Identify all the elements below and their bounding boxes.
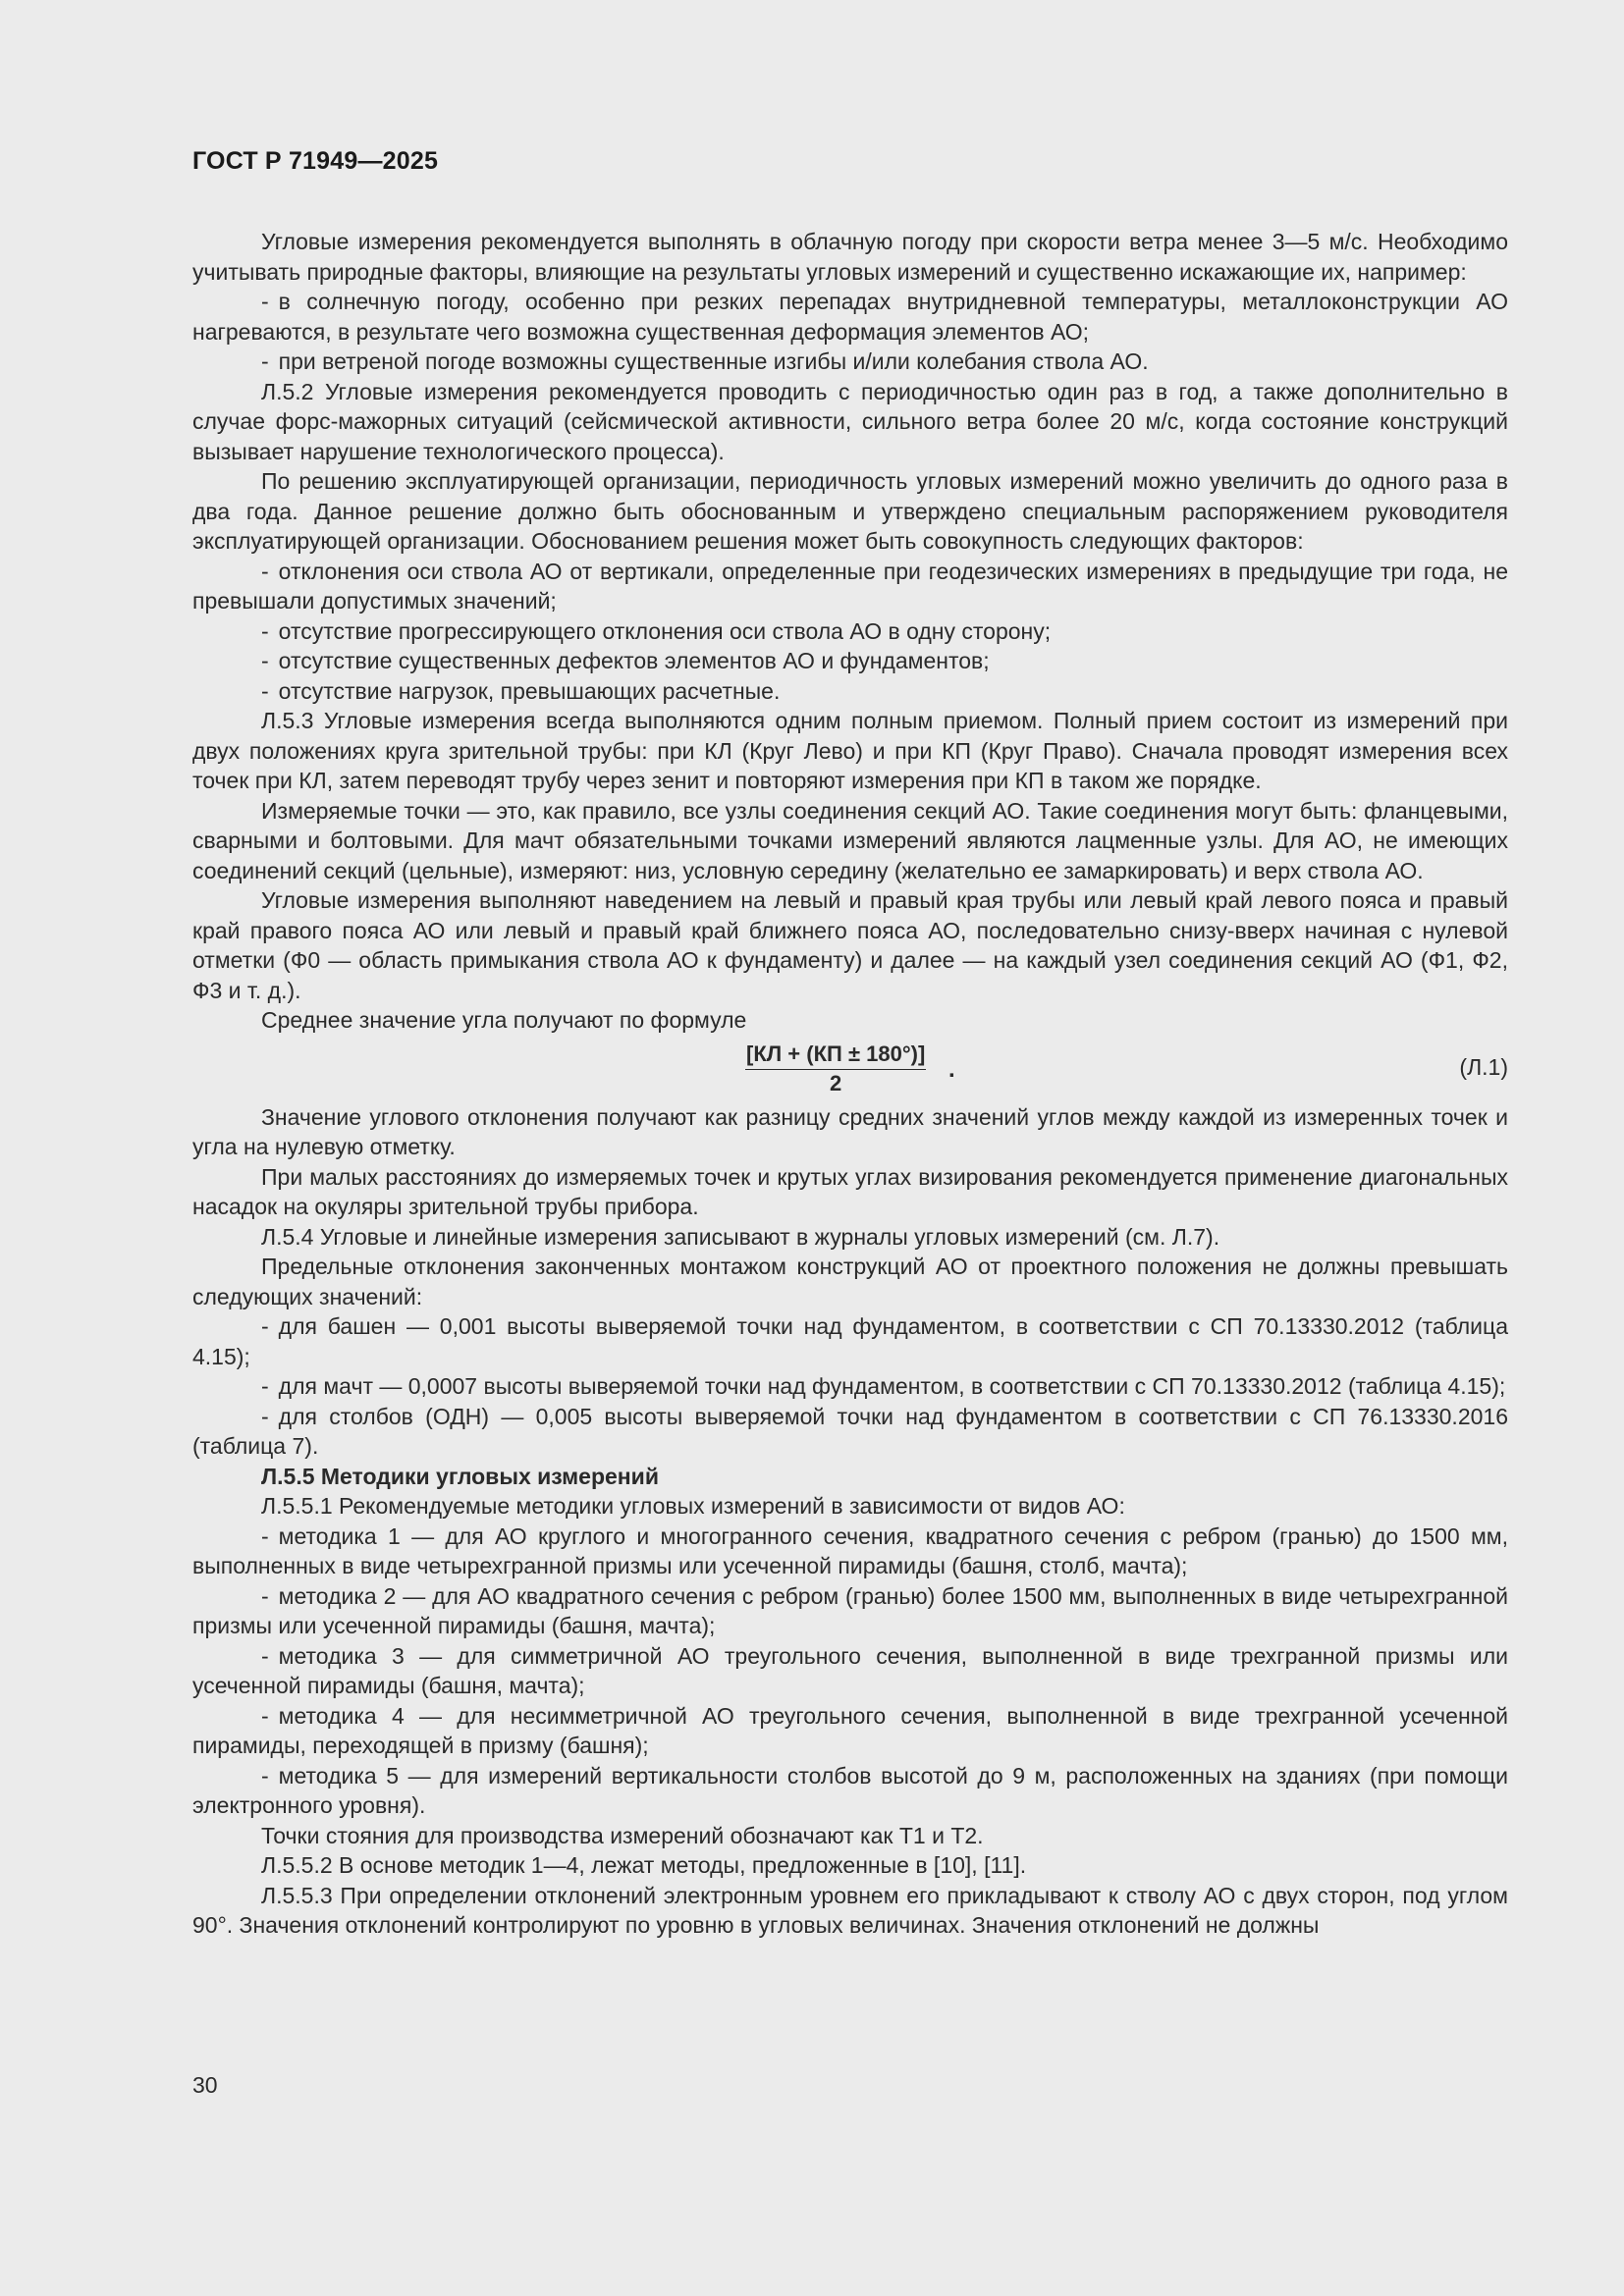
paragraph: Угловые измерения выполняют наведением на левый и правый края трубы или левый край левого пояса и правый край правого пояса АО или левый и правый край ближнего пояса АО, последовательно снизу-вверх начиная с нулевой отметки (Ф0 — область примыкания ствола АО к фундаменту) и далее — на каждый узел соединения секций АО (Ф1, Ф2, Ф3 и т. д.). — [192, 887, 1508, 1003]
paragraph: Значение углового отклонения получают как разницу средних значений углов между каждой из измеренных точек и угла на нулевую отметку. — [192, 1103, 1508, 1159]
formula-fraction — [745, 1041, 926, 1096]
formula-numerator: [КЛ + (КП ± 180°)] — [745, 1041, 926, 1070]
page-number: 30 — [192, 2072, 218, 2098]
paragraph: Измеряемые точки — это, как правило, все узлы соединения секций АО. Такие соединения могут быть: фланцевыми, сварными и болтовыми. Для мачт обязательными точками измерений являются лацменные узлы. Для АО, не имеющих соединений секций (цельные), измеряют: низ, условную середину (желательно ее замаркировать) и верх ствола АО. — [192, 797, 1508, 883]
list-item: - методика 5 — для измерений вертикальности столбов высотой до 9 м, расположенных на зданиях (при помощи электронного уровня). — [192, 1762, 1508, 1818]
list-item: - методика 4 — для несимметричной АО треугольного сечения, выполненной в виде трехгранной усеченной пирамиды, переходящей в призму (башня); — [192, 1702, 1508, 1758]
list-item: - отклонения оси ствола АО от вертикали, определенные при геодезических измерениях в предыдущие три года, не превышали допустимых значений; — [192, 558, 1508, 614]
paragraph: Л.5.5.3 При определении отклонений электронным уровнем его прикладывают к стволу АО с двух сторон, под углом 90°. Значения отклонений контролируют по уровню в угловых величинах. Значения отклонений не должны — [192, 1882, 1508, 1938]
paragraph: Л.5.5.1 Рекомендуемые методики угловых измерений в зависимости от видов АО: — [261, 1493, 1125, 1519]
paragraph: По решению эксплуатирующей организации, периодичность угловых измерений можно увеличить до одного раза в два года. Данное решение должно быть обоснованным и утверждено специальным распоряжением руководителя эксплуатирующей организации. Обоснованием решения может быть совокупность следующих факторов: — [192, 468, 1508, 554]
paragraph: Среднее значение угла получают по формуле — [261, 1007, 747, 1033]
list-item: - отсутствие прогрессирующего отклонения оси ствола АО в одну сторону; — [261, 617, 1052, 644]
section-heading: Л.5.5 Методики угловых измерений — [261, 1463, 659, 1489]
paragraph: Л.5.3 Угловые измерения всегда выполняются одним полным приемом. Полный прием состоит из измерений при двух положениях круга зрительной трубы: при КЛ (Круг Лево) и при КП (Круг Право). Сначала проводят измерения всех точек при КЛ, затем переводят трубу через зенит и повторяют измерения при КП в таком же порядке. — [192, 708, 1508, 793]
paragraph: Л.5.4 Угловые и линейные измерения записывают в журналы угловых измерений (см. Л.7). — [261, 1223, 1220, 1250]
list-item: - отсутствие существенных дефектов элементов АО и фундаментов; — [261, 648, 990, 673]
list-item: - в солнечную погоду, особенно при резких перепадах внутридневной температуры, металлоконструкции АО нагреваются, в результате чего возможна существенная деформация элементов АО; — [192, 289, 1508, 345]
formula-period: . — [948, 1055, 955, 1083]
formula-denominator: 2 — [830, 1070, 842, 1095]
paragraph: Точки стояния для производства измерений обозначают как Т1 и Т2. — [261, 1822, 984, 1848]
list-item: - при ветреной погоде возможны существенные изгибы и/или колебания ствола АО. — [261, 348, 1149, 374]
list-item: - методика 1 — для АО круглого и многогранного сечения, квадратного сечения с ребром (гранью) до 1500 мм, выполненных в виде четырехгранной призмы или усеченной пирамиды (башня, столб, мачта); — [192, 1522, 1508, 1578]
list-item: - методика 2 — для АО квадратного сечения с ребром (гранью) более 1500 мм, выполненных в виде четырехгранной призмы или усеченной пирамиды (башня, мачта); — [192, 1582, 1508, 1638]
formula-number: (Л.1) — [1459, 1053, 1508, 1080]
formula — [192, 1041, 1508, 1100]
list-item: - для башен — 0,001 высоты выверяемой точки над фундаментом, в соответствии с СП 70.13330.2012 (таблица 4.15); — [192, 1313, 1508, 1369]
paragraph: Угловые измерения рекомендуется выполнять в облачную погоду при скорости ветра менее 3—5 м/с. Необходимо учитывать природные факторы, влияющие на результаты угловых измерений и существенно искажающие их, например: — [192, 229, 1508, 285]
list-item: - методика 3 — для симметричной АО треугольного сечения, выполненной в виде трехгранной призмы или усеченной пирамиды (башня, мачта); — [192, 1642, 1508, 1698]
paragraph: При малых расстояниях до измеряемых точек и крутых углах визирования рекомендуется применение диагональных насадок на окуляры зрительной трубы прибора. — [192, 1163, 1508, 1219]
paragraph: Л.5.5.2 В основе методик 1—4, лежат методы, предложенные в [10], [11]. — [261, 1852, 1027, 1878]
document-body — [192, 227, 1508, 1941]
list-item: - для столбов (ОДН) — 0,005 высоты выверяемой точки над фундаментом в соответствии с СП 76.13330.2016 (таблица 7). — [192, 1403, 1508, 1459]
list-item: - для мачт — 0,0007 высоты выверяемой точки над фундаментом, в соответствии с СП 70.13330.2012 (таблица 4.15); — [261, 1373, 1506, 1399]
list-item: - отсутствие нагрузок, превышающих расчетные. — [261, 677, 781, 704]
document-code: ГОСТ Р 71949—2025 — [192, 147, 439, 175]
paragraph: Л.5.2 Угловые измерения рекомендуется проводить с периодичностью один раз в год, а также дополнительно в случае форс-мажорных ситуаций (сейсмической активности, сильного ветра более 20 м/с, когда состояние конструкций вызывает нарушение технологического процесса). — [192, 378, 1508, 464]
paragraph: Предельные отклонения законченных монтажом конструкций АО от проектного положения не должны превышать следующих значений: — [192, 1254, 1508, 1309]
